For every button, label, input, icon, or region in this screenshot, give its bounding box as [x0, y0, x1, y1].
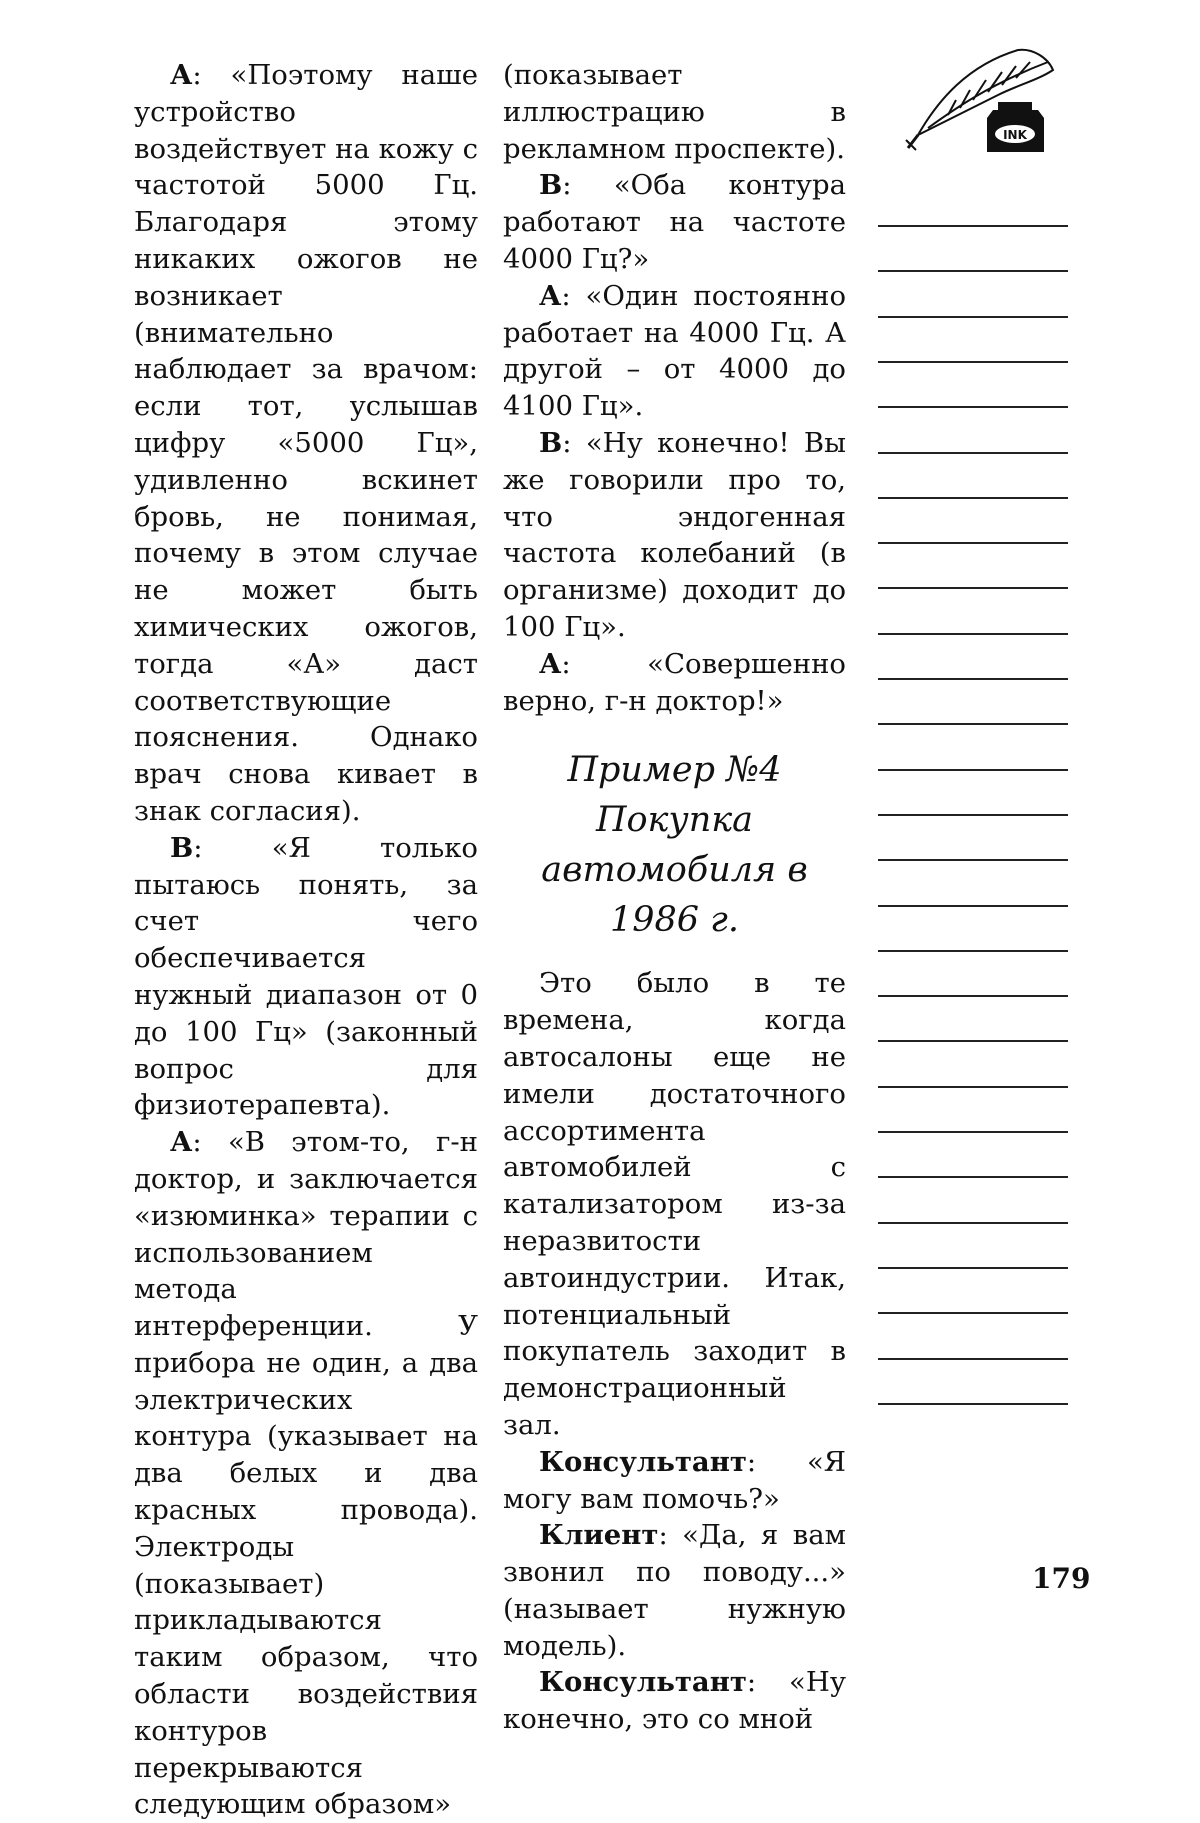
note-line	[878, 452, 1068, 454]
note-line	[878, 1131, 1068, 1133]
quill-and-inkwell-icon	[898, 40, 1068, 160]
note-line	[878, 1086, 1068, 1088]
paragraph	[134, 830, 478, 1124]
note-line	[878, 225, 1068, 227]
note-line	[878, 316, 1068, 318]
continuation-text: (показывает иллюстрацию в рекламном проспекте).	[503, 59, 846, 165]
paragraph	[134, 57, 478, 830]
note-line	[878, 1358, 1068, 1360]
paragraph-text: : «Поэтому наше устройство воздействует на кожу с частотой 5000 Гц. Благодаря этому никаких ожогов не возникает (внимательно наблюдает за врачом: если тот, услышав цифру «5000 Гц», удивленно вскинет бровь, не понимая, почему в этом случае не может быть химических ожогов, тогда «А» даст соответствующие пояснения. Однако врач снова кивает в знак согласия).	[134, 59, 478, 827]
paragraph	[503, 425, 846, 646]
note-line	[878, 769, 1068, 771]
note-line	[878, 1040, 1068, 1042]
note-line	[878, 950, 1068, 952]
note-line	[878, 905, 1068, 907]
paragraph-text: : «Да, я вам звонил по поводу...» (называет нужную модель).	[503, 1519, 846, 1662]
note-line	[878, 587, 1068, 589]
paragraph	[503, 646, 846, 720]
paragraph	[503, 167, 846, 277]
note-line	[878, 995, 1068, 997]
speaker: Консультант	[539, 1666, 747, 1699]
speaker: А	[539, 647, 562, 680]
page-number: 179	[1032, 1562, 1091, 1595]
speaker: Клиент	[539, 1519, 659, 1552]
section-heading-line1: Пример №4	[567, 750, 782, 791]
note-line	[878, 406, 1068, 408]
paragraph	[503, 1444, 846, 1518]
paragraph-text: : «В этом-то, г-н доктор, и заключается «изюминка» терапии с использованием метода интерференции. У прибора не один, а два электрических контура (указывает на два белых и два красных провода). Электроды (показывает) прикладываются таким образом, что области воздействия контуров перекрываются следующим образом»	[134, 1126, 478, 1821]
section-heading	[503, 745, 846, 945]
paragraph	[503, 278, 846, 425]
speaker: А	[539, 279, 562, 312]
left-column	[134, 57, 478, 1823]
paragraph-text: : «Совершенно верно, г-н доктор!»	[503, 647, 846, 717]
paragraph-text: : «Ну конечно! Вы же говорили про то, что эндогенная частота колебаний (в организме) доходит до 100 Гц».	[503, 426, 846, 643]
inkwell-label: INK	[1003, 128, 1027, 142]
speaker: В	[170, 831, 194, 864]
paragraph-text: Это было в те времена, когда автосалоны еще не имели достаточного ассортимента автомобилей с катализатором из-за неразвитости автоиндустрии. Итак, потенциальный покупатель заходит в демонстрационный зал.	[503, 967, 846, 1441]
paragraph-text: : «Я только пытаюсь понять, за счет чего обеспечивается нужный диапазон от 0 до 100 Гц» (законный вопрос для физиотерапевта).	[134, 831, 478, 1122]
paragraph-text: : «Один постоянно работает на 4000 Гц. А другой – от 4000 до 4100 Гц».	[503, 279, 846, 423]
note-line	[878, 1403, 1068, 1405]
speaker: Консультант	[539, 1445, 747, 1478]
note-line	[878, 1267, 1068, 1269]
speaker: А	[170, 59, 193, 91]
paragraph-text: : «Я могу вам помочь?»	[503, 1445, 846, 1515]
note-line	[878, 497, 1068, 499]
note-line	[878, 723, 1068, 725]
paragraph	[503, 1517, 846, 1664]
speaker: А	[170, 1126, 193, 1159]
note-line	[878, 361, 1068, 363]
note-line	[878, 542, 1068, 544]
note-line	[878, 1176, 1068, 1178]
section-heading-line2: Покупка автомобиля в 1986 г.	[541, 800, 808, 941]
paragraph	[503, 1664, 846, 1738]
middle-column	[503, 57, 846, 1738]
note-line	[878, 633, 1068, 635]
note-line	[878, 814, 1068, 816]
note-line	[878, 678, 1068, 680]
paragraph-text: : «Оба контура работают на частоте 4000 Гц?»	[503, 169, 846, 275]
note-line	[878, 270, 1068, 272]
paragraph	[503, 965, 846, 1443]
speaker: В	[539, 169, 563, 202]
note-line	[878, 1312, 1068, 1314]
paragraph-text: : «Ну конечно, это со мной	[503, 1666, 846, 1736]
paragraph	[134, 1124, 478, 1823]
note-line	[878, 1222, 1068, 1224]
speaker: В	[539, 426, 563, 459]
note-line	[878, 859, 1068, 861]
